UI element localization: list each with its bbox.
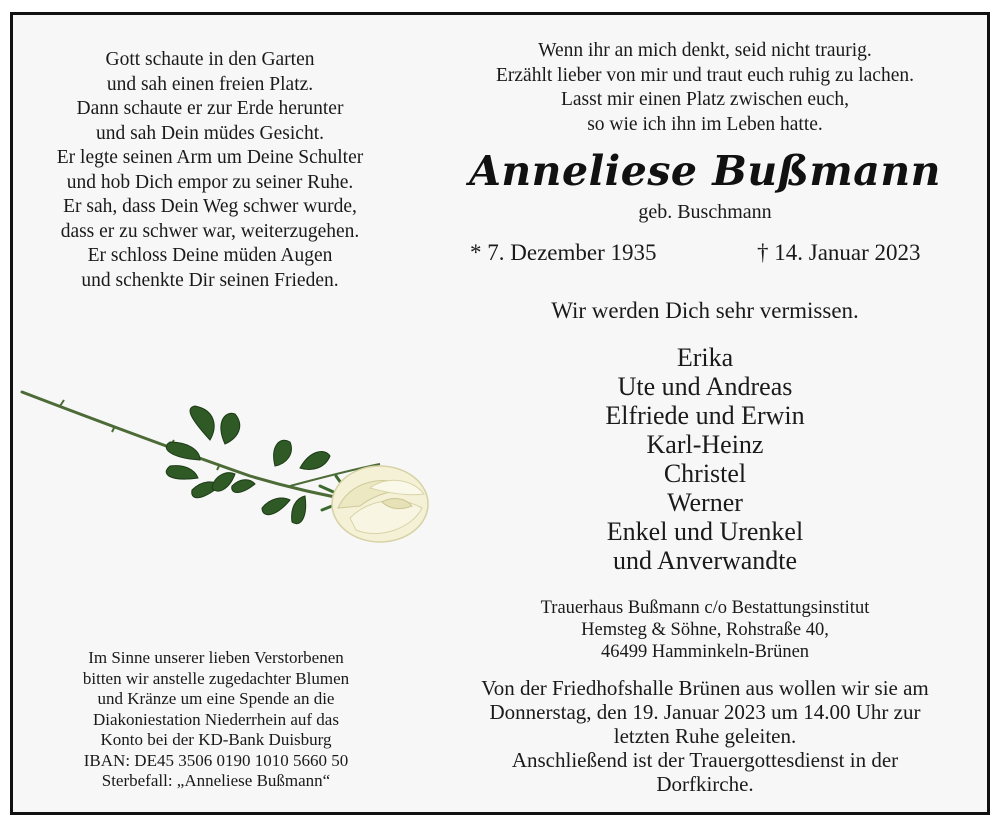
donation-line: bitten wir anstelle zugedachter Blumen — [82, 668, 350, 688]
poem-line: dass er zu schwer war, weiterzugehen. — [60, 220, 360, 242]
rose-leaf — [221, 413, 240, 444]
mourner: Enkel und Urenkel — [606, 517, 804, 546]
poem-line: Er legte seinen Arm um Deine Schulter — [56, 147, 364, 168]
donation-line: Sterbefall: „Anneliese Bußmann“ — [101, 771, 331, 790]
miss-text: Wir werden Dich sehr vermissen. — [551, 298, 859, 323]
poem-line: und hob Dich empor zu seiner Ruhe. — [66, 171, 354, 193]
mourners-list — [405, 343, 1000, 575]
rose-leaf — [166, 466, 198, 479]
rose-leaf — [292, 496, 306, 524]
donation-request — [0, 648, 432, 792]
white-rose-image — [20, 378, 440, 568]
poem-line: Er sah, dass Dein Weg schwer wurde, — [63, 196, 357, 217]
poem-line: Gott schaute in den Garten — [105, 49, 315, 70]
donation-line: IBAN: DE45 3506 0190 1010 5660 50 — [83, 750, 349, 770]
donation-line: Im Sinne unserer lieben Verstorbenen — [88, 648, 344, 667]
address-line: Trauerhaus Bußmann c/o Bestattungsinstitut — [540, 598, 870, 618]
mourner: Elfriede und Erwin — [605, 401, 805, 430]
poem-line: Dann schaute er zur Erde herunter — [76, 98, 344, 119]
mourner: Karl-Heinz — [646, 430, 764, 459]
birth-date: * 7. Dezember 1935 — [470, 240, 657, 265]
donation-line: und Kränze um eine Spende an die — [97, 689, 335, 708]
ceremony-line: Dorfkirche. — [656, 772, 754, 796]
poem-line: Lasst mir einen Platz zwischen euch, — [560, 89, 850, 110]
poem-line: Erzählt lieber von mir und traut euch ruhig zu lachen. — [495, 64, 914, 86]
mourner: Christel — [663, 459, 747, 488]
mourner: Erika — [676, 343, 734, 372]
rose-leaf — [262, 498, 290, 515]
rose-leaf — [166, 442, 200, 460]
birth-name: geb. Buschmann — [638, 201, 772, 223]
ceremony-info — [405, 676, 1000, 796]
poem-line: so wie ich ihn im Leben hatte. — [587, 113, 823, 135]
address-line: Hemsteg & Söhne, Rohstraße 40, — [581, 620, 829, 640]
poem-line: Wenn ihr an mich denkt, seid nicht traurig. — [538, 40, 872, 61]
ceremony-line: Donnerstag, den 19. Januar 2023 um 14.00 Uhr zur — [489, 700, 921, 724]
death-date: † 14. Januar 2023 — [757, 240, 921, 265]
poem-line: und sah einen freien Platz. — [106, 73, 314, 95]
ceremony-line: Anschließend ist der Trauergottesdienst in der — [511, 748, 899, 772]
address-line: 46499 Hamminkeln-Brünen — [600, 642, 810, 662]
rose-blossom — [332, 466, 428, 542]
ceremony-line: Von der Friedhofshalle Brünen aus wollen wir sie am — [481, 676, 929, 700]
rose-leaf — [232, 480, 255, 493]
rose-leaf — [274, 440, 292, 466]
donation-line: Diakoniestation Niederrhein auf das — [93, 709, 339, 729]
rose-leaf — [190, 406, 214, 440]
poem-line: und schenkte Dir seinen Frieden. — [81, 269, 339, 291]
donation-line: Konto bei der KD-Bank Duisburg — [100, 730, 332, 749]
ceremony-line: letzten Ruhe geleiten. — [613, 724, 797, 748]
poem-line: Er schloss Deine müden Augen — [87, 245, 333, 266]
mourner: und Anverwandte — [612, 546, 798, 575]
funeral-home-address — [405, 597, 1000, 663]
rose-leaf — [300, 452, 330, 470]
poem-right — [405, 39, 1000, 137]
poem-line: und sah Dein müdes Gesicht. — [95, 122, 324, 144]
deceased-name: Anneliese Bußmann — [469, 147, 941, 195]
poem-left — [0, 48, 420, 293]
mourner: Werner — [667, 488, 743, 517]
mourner: Ute und Andreas — [617, 372, 793, 401]
